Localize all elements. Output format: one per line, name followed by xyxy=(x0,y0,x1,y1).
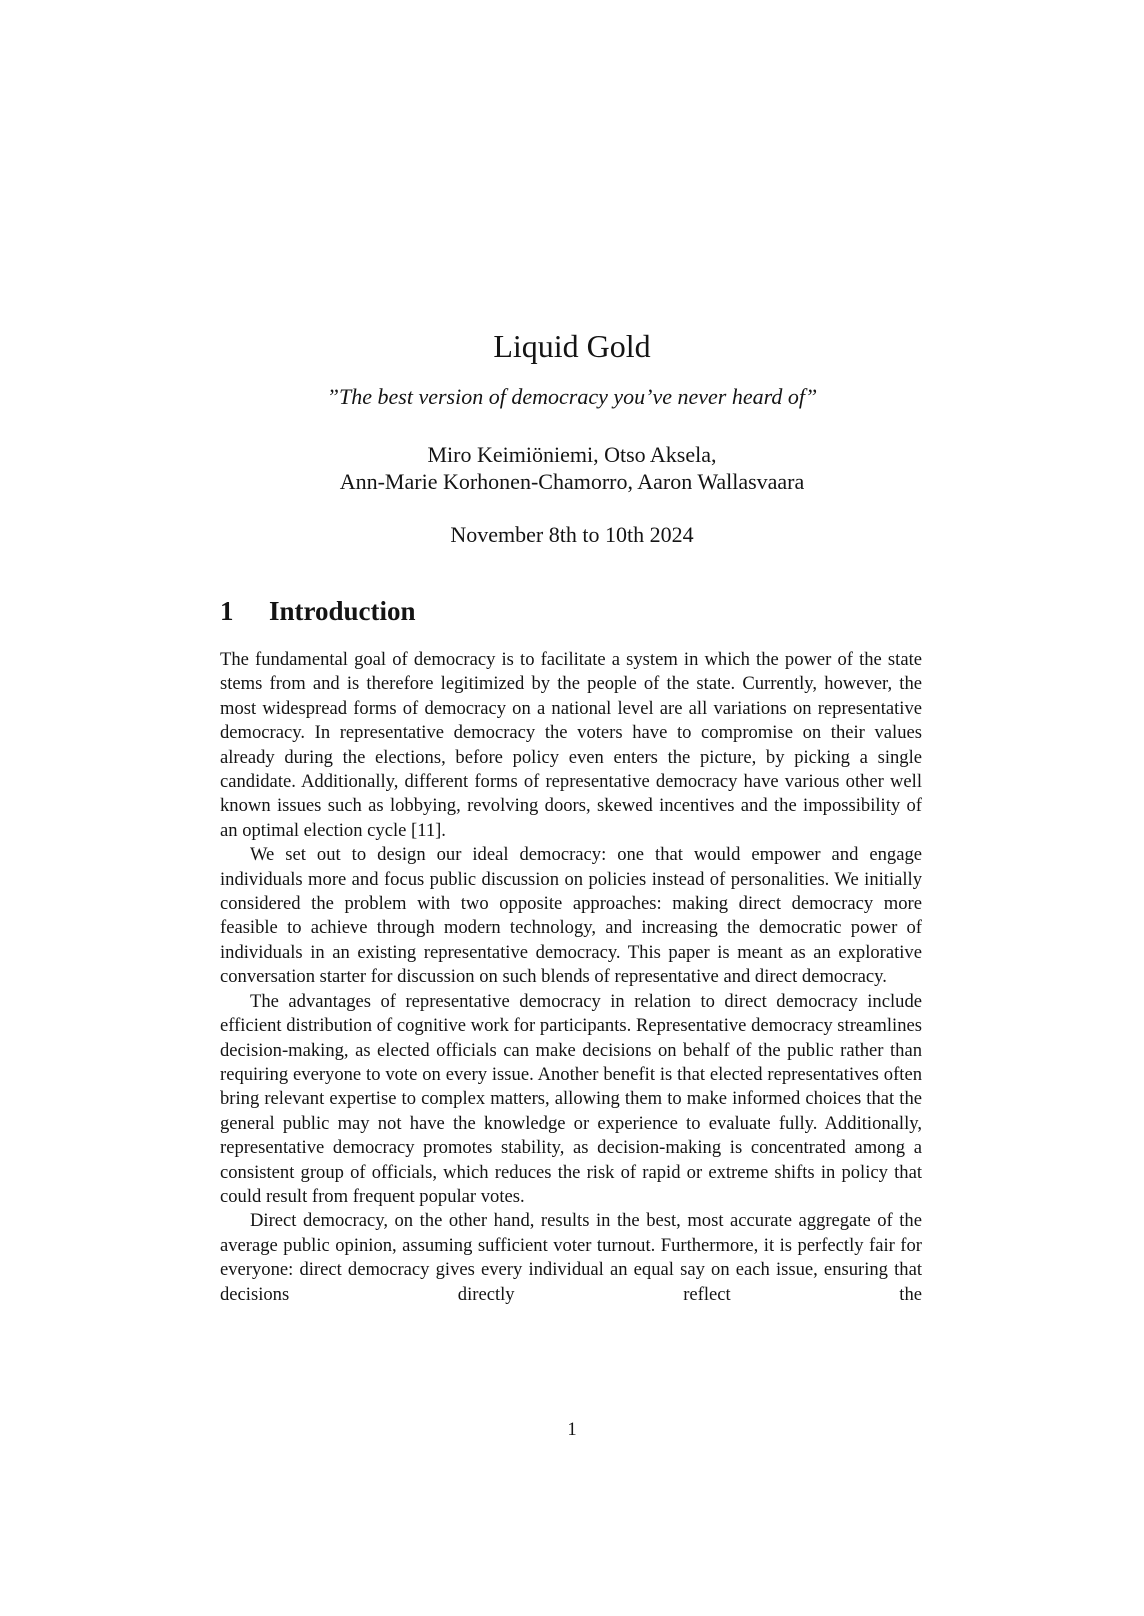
paragraph-1: The fundamental goal of democracy is to facilitate a system in which the power of the state stems from and is therefore legitimized by the people of the state. Currently, however, the most widespread forms of democracy on a national level are all variations on representative democracy. In representative democracy the voters have to compromise on their values already during the elections, before policy even enters the picture, by picking a single candidate. Additionally, different forms of representative democracy have various other well known issues such as lobbying, revolving doors, skewed incentives and the impossibility of an optimal election cycle [11]. xyxy=(220,649,922,841)
paper-title: Liquid Gold xyxy=(493,328,651,364)
section-title: Introduction xyxy=(269,596,416,626)
section-body xyxy=(220,648,922,1307)
paper-subtitle: ”The best version of democracy you’ve never heard of” xyxy=(326,384,818,409)
author-line-1: Miro Keimiöniemi, Otso Aksela, xyxy=(427,442,717,467)
paper-date: November 8th to 10th 2024 xyxy=(450,522,694,547)
page-number: 1 xyxy=(567,1419,577,1440)
paragraph-2: We set out to design our ideal democracy: one that would empower and engage individuals more and focus public discussion on policies instead of personalities. We initially considered the problem with two opposite approaches: making direct democracy more feasible to achieve through modern technology, and increasing the democratic power of individuals in an existing representative democracy. This paper is meant as an explorative conversation starter for discussion on such blends of representative and direct democracy. xyxy=(220,844,922,988)
author-line-2: Ann-Marie Korhonen-Chamorro, Aaron Wallasvaara xyxy=(339,469,805,494)
paragraph-3: The advantages of representative democracy in relation to direct democracy include efficient distribution of cognitive work for participants. Representative democracy streamlines decision-making, as elected officials can make decisions on behalf of the public rather than requiring everyone to vote on every issue. Another benefit is that elected representatives often bring relevant expertise to complex matters, allowing them to make informed choices that the general public may not have the knowledge or experience to evaluate fully. Additionally, representative democracy promotes stability, as decision-making is concentrated among a consistent group of officials, which reduces the risk of rapid or extreme shifts in policy that could result from frequent popular votes. xyxy=(220,990,922,1207)
paragraph-4: Direct democracy, on the other hand, results in the best, most accurate aggregate of the average public opinion, assuming sufficient voter turnout. Furthermore, it is perfectly fair for everyone: direct democracy gives every individual an equal say on each issue, ensuring that decisions directly reflect the xyxy=(220,1210,922,1305)
section-heading xyxy=(220,594,416,628)
author-list xyxy=(0,441,1144,495)
section-number: 1 xyxy=(220,596,234,626)
